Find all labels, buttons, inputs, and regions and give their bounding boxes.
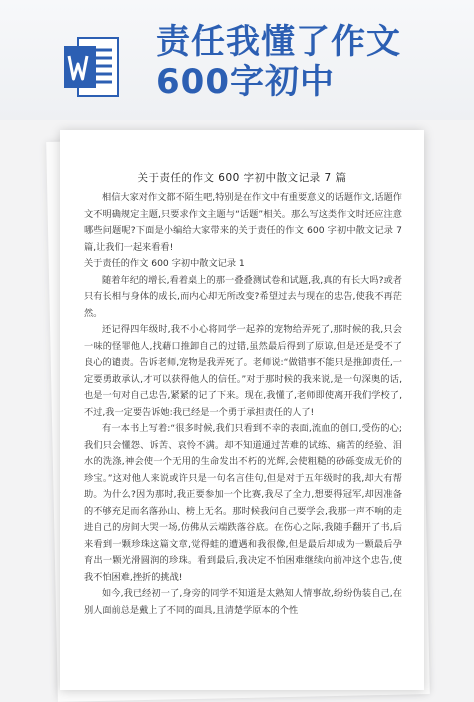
paragraph: 相信大家对作文都不陌生吧,特别是在作文中有重要意义的话题作文,话题作文不明确规定主题,只要求作文主题与“话题”相关。那么写这类作文时还应注意哪些问题呢?下面是小编给大家带来的关于责任的作文 600 字初中散文记录 7 篇,让我们一起来看看! [84, 192, 402, 253]
header-banner [0, 0, 474, 120]
word-document-icon [64, 34, 120, 102]
paragraph: 有一本书上写着:“很多时候,我们只看到不幸的表面,流血的创口,受伤的心;我们只会懂怨、诉苦、哀怜不满。却不知道通过苦难的试练、痛苦的经验、泪水的洗涤,神会使一个无用的生命发出不朽的光辉,会使粗糙的砂砾变成无价的珍宝。”这对他人来说或许只是一句名言佳句,但是对于五年级时的我,却大有帮助。为什么?因为那时,我正要参加一个比赛,我尽了全力,想要得冠军,却因准备的不够充足而名落孙山、榜上无名。那时候我问自己要学会,我那一声不响的走进自己的房间大哭一场,仿佛从云端跌落谷底。在伤心之际,我随手翻开了书,后来看到一颗珍珠这篇文章,觉得蛙的遭遇和我很像,但是最后却成为一颗最后孕育出一颗光滑圆润的珍珠。看到最后,我决定不怕困难继续向前冲这个忠告,使我不怕困难,挫折的挑战! [84, 423, 402, 583]
paragraph: 如今,我已经初一了,身旁的同学不知道是太熟知人情事故,纷纷伪装自己,在别人面前总是戴上了不同的面具,且清楚学原本的个性 [84, 588, 402, 616]
document-body [84, 190, 402, 619]
document-page [60, 130, 424, 690]
section-heading: 关于责任的作文 600 字初中散文记录 1 [84, 258, 245, 269]
page-title: 责任我懂了作文600字初中 [156, 22, 401, 102]
paragraph: 还记得四年级时,我不小心将同学一起养的宠物给弄死了,那时候的我,只会一味的怪罪他人,找藉口推卸自己的过错,虽然最后得到了原谅,但是还是受不了良心的谴责。告诉老师,宠物是我弄死了。老师说:“做错事不能只是推卸责任,一定要勇敢承认,才可以获得他人的信任。”对于那时候的我来说,是一句深奥的话,也是一句对自己忠告,紧紧的记了下来。现在,我懂了,老师即使离开我们学校了,不过,我一定要告诉她:我已经是一个勇于承担责任的人了! [84, 324, 402, 418]
document-title: 关于责任的作文 600 字初中散文记录 7 篇 [137, 172, 347, 184]
paragraph: 随着年纪的增长,看着桌上的那一叠叠测试卷和试题,我,真的有长大吗?或者只有长相与身体的成长,而内心却无所改变?希望过去与现在的忠告,使我不再茫然。 [84, 274, 402, 319]
